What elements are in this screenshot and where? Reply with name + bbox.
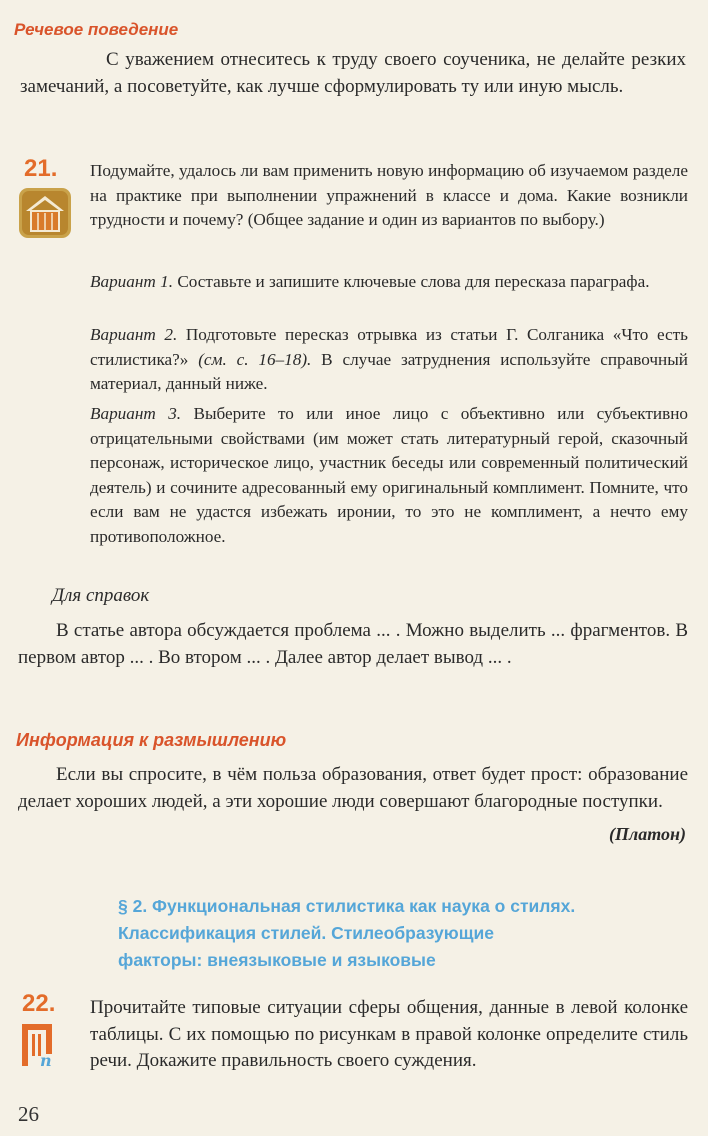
speech-behavior-title: Речевое поведение — [14, 20, 179, 39]
variant-1-label: Вариант 1. — [90, 272, 174, 291]
exercise-22-text: Прочитайте типовые ситуации сферы общения, данные в левой колонке таблицы. С их помощью по рисункам в правой колонке определите стиль речи. Докажите правильность своего суждения. — [90, 997, 688, 1071]
reference-title: Для справок — [52, 585, 150, 606]
paragraph-heading-line-1: § 2. Функциональная стилистика как наука о стилях. — [118, 896, 576, 916]
variant-2-text-b: В случае затруднения используйте справочный материал, данный ниже. — [90, 349, 688, 393]
paragraph-heading-line-3: факторы: внеязыковые и языковые — [118, 950, 436, 970]
speech-behavior-text: С уважением отнеситесь к труду своего соученика, не делайте резких замечаний, а посоветуйте, как лучше сформулировать ту или иную мысль. — [20, 49, 686, 97]
reflection-author: (Платон) — [609, 824, 686, 844]
variant-1-text: Составьте и запишите ключевые слова для пересказа параграфа. — [173, 272, 650, 291]
paragraph-heading-line-2: Классификация стилей. Стилеобразующие — [118, 923, 494, 943]
reference-text: В статье автора обсуждается проблема ... . Можно выделить ... фрагментов. В первом автор ... . Во втором ... . Далее автор делает вывод ... . — [18, 620, 688, 668]
variant-3-text: Выберите то или иное лицо с объективно или субъективно отрицательными свойствами (им может стать литературный герой, сказочный персонаж, историческое лицо, участник беседы или современный политический деятель) и сочините адресованный ему оригинальный комплимент. Помните, что если вам не удастся избежать иронии, то это не комплимент, а нечто ему противоположное. — [90, 404, 688, 546]
page-number: 26 — [18, 1102, 39, 1126]
reflection-text: Если вы спросите, в чём польза образования, ответ будет прост: образование делает хороших людей, а эти хорошие люди совершают благородные поступки. — [18, 764, 688, 812]
house-icon — [18, 187, 72, 239]
exercise-21-variant-3 — [90, 402, 688, 549]
variant-2-label: Вариант 2. — [90, 325, 178, 344]
exercise-21-variant-2 — [90, 323, 688, 397]
variant-2-text-a: Подготовьте пересказ отрывка из статьи Г. Солганика «Что есть стилистика?» — [90, 325, 688, 369]
reflection-title: Информация к размышлению — [16, 730, 287, 750]
paragraph-heading — [118, 893, 688, 974]
p-letter-icon — [20, 1022, 60, 1068]
exercise-21-intro: Подумайте, удалось ли вам применить новую информацию об изучаемом разделе на практике при выполнении упражнений в классе и дома. Какие возникли трудности и почему? (Общее задание и один из вариантов по выбору.) — [90, 161, 688, 229]
variant-2-ref: (см. с. 16–18). — [198, 349, 312, 369]
exercise-21-variant-1 — [90, 270, 688, 295]
variant-3-label: Вариант 3. — [90, 404, 182, 423]
exercise-22-number: 22. — [22, 990, 56, 1017]
svg-text:п: п — [40, 1051, 52, 1068]
exercise-21-number: 21. — [24, 155, 58, 182]
